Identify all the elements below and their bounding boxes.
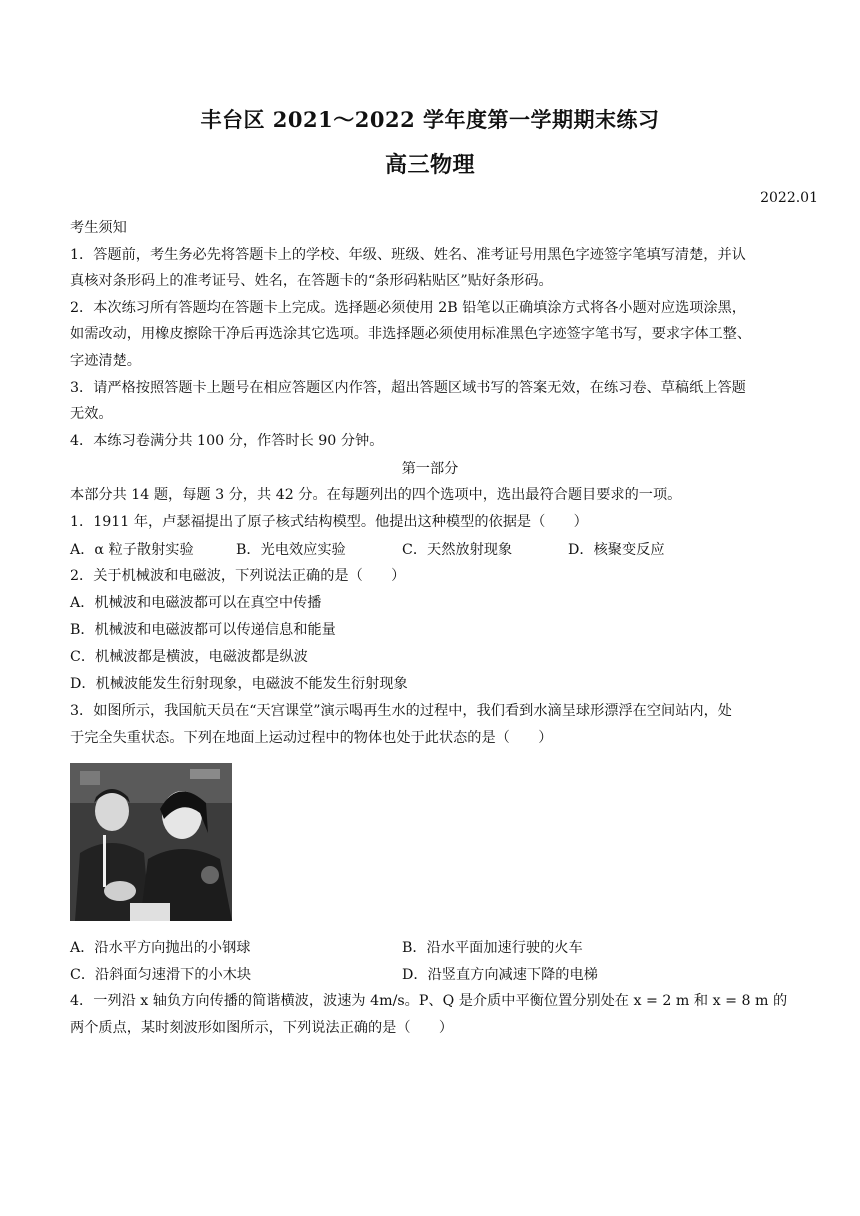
exam-title: 丰台区 2021～2022 学年度第一学期期末练习	[200, 107, 660, 132]
astronauts-photo	[70, 763, 232, 921]
question-2-option-a: A．机械波和电磁波都可以在真空中传播	[70, 595, 322, 611]
question-2-option-c: C．机械波都是横波，电磁波都是纵波	[70, 649, 308, 665]
notice-line: 1．答题前，考生务必先将答题卡上的学校、年级、班级、姓名、准考证号用黑色字迹签字笔填写清楚，并认	[70, 247, 746, 263]
notice-line: 如需改动，用橡皮擦除干净后再选涂其它选项。非选择题必须使用标准黑色字迹签字笔书写，要求字体工整、	[70, 326, 752, 342]
notice-line: 4．本练习卷满分共 100 分，作答时长 90 分钟。	[70, 433, 384, 449]
question-1-option-d: D．核聚变反应	[568, 542, 665, 558]
question-1-stem: 1．1911 年，卢瑟福提出了原子核式结构模型。他提出这种模型的依据是（ ）	[70, 514, 588, 530]
question-2-stem: 2．关于机械波和电磁波，下列说法正确的是（ ）	[70, 568, 406, 584]
question-4-stem: 两个质点，某时刻波形如图所示，下列说法正确的是（ ）	[70, 1020, 454, 1036]
question-3-option-b: B．沿水平面加速行驶的火车	[402, 940, 583, 956]
part-heading: 第一部分	[401, 461, 459, 477]
notice-line: 真核对条形码上的准考证号、姓名，在答题卡的“条形码粘贴区”贴好条形码。	[70, 273, 553, 289]
question-3-option-d: D．沿竖直方向减速下降的电梯	[402, 967, 598, 983]
exam-subject: 高三物理	[384, 152, 475, 178]
question-1-option-a: A．α 粒子散射实验	[70, 542, 194, 558]
notice-heading: 考生须知	[70, 220, 127, 236]
question-3-option-c: C．沿斜面匀速滑下的小木块	[70, 967, 252, 983]
question-4-stem: 4．一列沿 x 轴负方向传播的简谐横波，波速为 4m/s。P、Q 是介质中平衡位置分别处在 x = 2 m 和 x = 8 m 的	[70, 993, 788, 1009]
astronauts-photo-illustration	[70, 763, 232, 921]
question-2-option-d: D．机械波能发生衍射现象，电磁波不能发生衍射现象	[70, 676, 408, 692]
notice-line: 3．请严格按照答题卡上题号在相应答题区内作答，超出答题区域书写的答案无效，在练习卷、草稿纸上答题	[70, 380, 746, 396]
question-3-stem: 3．如图所示，我国航天员在“天宫课堂”演示喝再生水的过程中，我们看到水滴呈球形漂浮在空间站内，处	[70, 703, 732, 719]
question-3-option-a: A．沿水平方向抛出的小钢球	[70, 940, 251, 956]
question-1-option-c: C．天然放射现象	[402, 542, 513, 558]
notice-line: 2．本次练习所有答题均在答题卡上完成。选择题必须使用 2B 铅笔以正确填涂方式将各小题对应选项涂黑，	[70, 300, 746, 316]
question-3-stem: 于完全失重状态。下列在地面上运动过程中的物体也处于此状态的是（ ）	[70, 730, 553, 746]
question-2-option-b: B．机械波和电磁波都可以传递信息和能量	[70, 622, 336, 638]
notice-line: 无效。	[70, 406, 113, 422]
question-1-option-b: B．光电效应实验	[236, 542, 346, 558]
exam-date: 2022.01	[760, 190, 818, 206]
notice-line: 字迹清楚。	[70, 353, 141, 369]
part-intro: 本部分共 14 题，每题 3 分，共 42 分。在每题列出的四个选项中，选出最符合题目要求的一项。	[70, 487, 682, 503]
